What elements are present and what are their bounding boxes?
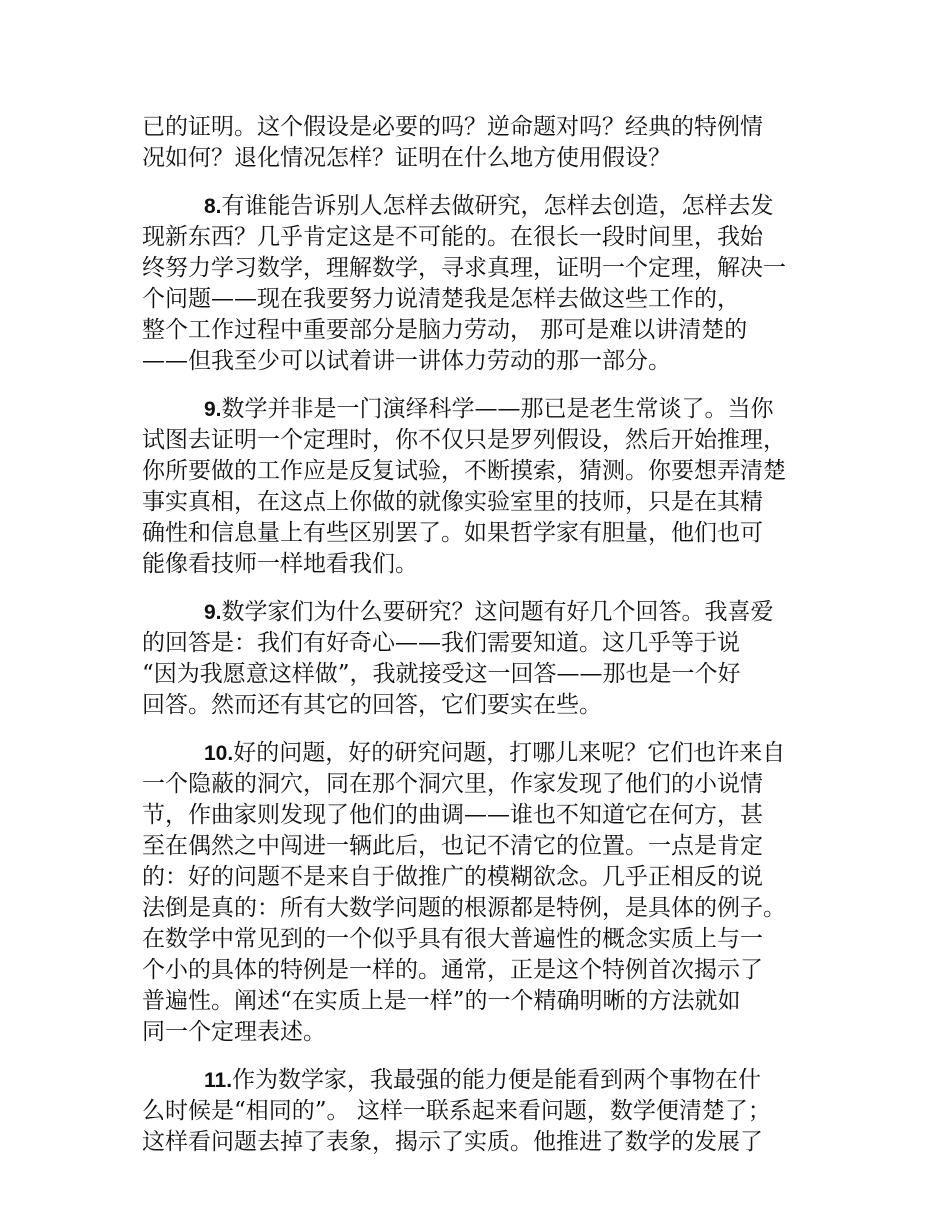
text-line bbox=[142, 955, 832, 986]
text-line bbox=[142, 862, 832, 893]
text-line bbox=[142, 597, 832, 628]
paragraph bbox=[142, 597, 832, 721]
text-line bbox=[142, 893, 832, 924]
line-text: 数学家们为什么要研究？这问题有好几个回答。我喜爱 bbox=[221, 599, 774, 625]
text-line bbox=[142, 143, 832, 174]
text-line bbox=[142, 924, 832, 955]
line-text: 这样看问题去掉了表象，揭示了实质。他推进了数学的发展了 bbox=[142, 1129, 763, 1155]
line-text: 确性和信息量上有些区别罢了。如果哲学家有胆量，他们也可 bbox=[142, 520, 763, 546]
paragraph-number: 10. bbox=[204, 742, 234, 765]
line-text: 的：好的问题不是来自于做推广的模糊欲念。几乎正相反的说 bbox=[142, 864, 763, 890]
line-text: 作为数学家，我最强的能力便是能看到两个事物在什 bbox=[232, 1067, 762, 1093]
text-line bbox=[142, 628, 832, 659]
text-line bbox=[142, 800, 832, 831]
text-line bbox=[142, 394, 832, 425]
line-text: ——但我至少可以试着讲一讲体力劳动的那一部分。 bbox=[142, 348, 671, 374]
line-text: 试图去证明一个定理时，你不仅只是罗列假设，然后开始推理， bbox=[142, 427, 786, 453]
text-line bbox=[142, 315, 832, 346]
line-text: 么时候是“相同的”。 这样一联系起来看问题，数学便清楚了； bbox=[142, 1098, 771, 1124]
line-text: 终努力学习数学，理解数学，寻求真理，证明一个定理，解决一 bbox=[142, 255, 786, 281]
text-line bbox=[142, 284, 832, 315]
paragraph-number: 9. bbox=[204, 398, 222, 421]
line-text: 个问题——现在我要努力说清楚我是怎样去做这些工作的， bbox=[142, 286, 740, 312]
paragraph bbox=[142, 112, 832, 174]
line-text: 普遍性。阐述“在实质上是一样”的一个精确明晰的方法就如 bbox=[142, 988, 741, 1014]
text-line bbox=[142, 487, 832, 518]
line-text: 在数学中常见到的一个似乎具有很大普遍性的概念实质上与一 bbox=[142, 926, 763, 952]
text-line bbox=[142, 346, 832, 377]
text-line bbox=[142, 1127, 832, 1158]
text-line bbox=[142, 549, 832, 580]
document-body bbox=[142, 112, 832, 1175]
text-line bbox=[142, 425, 832, 456]
text-line bbox=[142, 1096, 832, 1127]
paragraph bbox=[142, 738, 832, 1048]
text-line bbox=[142, 986, 832, 1017]
line-text: 好的问题，好的研究问题，打哪儿来呢？它们也许来自 bbox=[233, 740, 786, 766]
line-text: 法倒是真的：所有大数学问题的根源都是特例，是具体的例子。 bbox=[142, 895, 786, 921]
text-line bbox=[142, 1065, 832, 1096]
line-text: 一个隐蔽的洞穴，同在那个洞穴里，作家发现了他们的小说情 bbox=[142, 771, 763, 797]
text-line bbox=[142, 191, 832, 222]
line-text: 至在偶然之中闯进一辆此后，也记不清它的位置。一点是肯定 bbox=[142, 833, 763, 859]
line-text: 有谁能告诉别人怎样去做研究，怎样去创造，怎样去发 bbox=[221, 193, 774, 219]
line-text: 的回答是：我们有好奇心——我们需要知道。这几乎等于说 bbox=[142, 630, 740, 656]
paragraph bbox=[142, 191, 832, 377]
line-text: 现新东西？几乎肯定这是不可能的。在很长一段时间里，我始 bbox=[142, 224, 763, 250]
text-line bbox=[142, 253, 832, 284]
text-line bbox=[142, 1017, 832, 1048]
text-line bbox=[142, 518, 832, 549]
paragraph bbox=[142, 1065, 832, 1158]
text-line bbox=[142, 112, 832, 143]
line-text: 你所要做的工作应是反复试验，不断摸索，猜测。你要想弄清楚 bbox=[142, 458, 786, 484]
line-text: 回答。然而还有其它的回答，它们要实在些。 bbox=[142, 692, 602, 718]
line-text: 同一个定理表述。 bbox=[142, 1019, 326, 1045]
line-text: 能像看技师一样地看我们。 bbox=[142, 551, 418, 577]
line-text: 已的证明。这个假设是必要的吗？逆命题对吗？经典的特例情 bbox=[142, 114, 763, 140]
text-line bbox=[142, 222, 832, 253]
line-text: “因为我愿意这样做”，我就接受这一回答——那也是一个好 bbox=[142, 661, 741, 687]
line-text: 况如何？退化情况怎样？证明在什么地方使用假设？ bbox=[142, 145, 671, 171]
text-line bbox=[142, 769, 832, 800]
line-text: 个小的具体的特例是一样的。通常，正是这个特例首次揭示了 bbox=[142, 957, 763, 983]
text-line bbox=[142, 690, 832, 721]
paragraph-number: 11. bbox=[204, 1069, 233, 1092]
paragraph bbox=[142, 394, 832, 580]
line-text: 节，作曲家则发现了他们的曲调——谁也不知道它在何方，甚 bbox=[142, 802, 763, 828]
line-text: 事实真相，在这点上你做的就像实验室里的技师，只是在其精 bbox=[142, 489, 763, 515]
text-line bbox=[142, 831, 832, 862]
line-text: 整个工作过程中重要部分是脑力劳动， 那可是难以讲清楚的 bbox=[142, 317, 748, 343]
line-text: 数学并非是一门演绎科学——那已是老生常谈了。当你 bbox=[221, 396, 774, 422]
paragraph-number: 8. bbox=[204, 195, 222, 218]
text-line bbox=[142, 738, 832, 769]
text-line bbox=[142, 659, 832, 690]
text-line bbox=[142, 456, 832, 487]
paragraph-number: 9. bbox=[204, 601, 222, 624]
